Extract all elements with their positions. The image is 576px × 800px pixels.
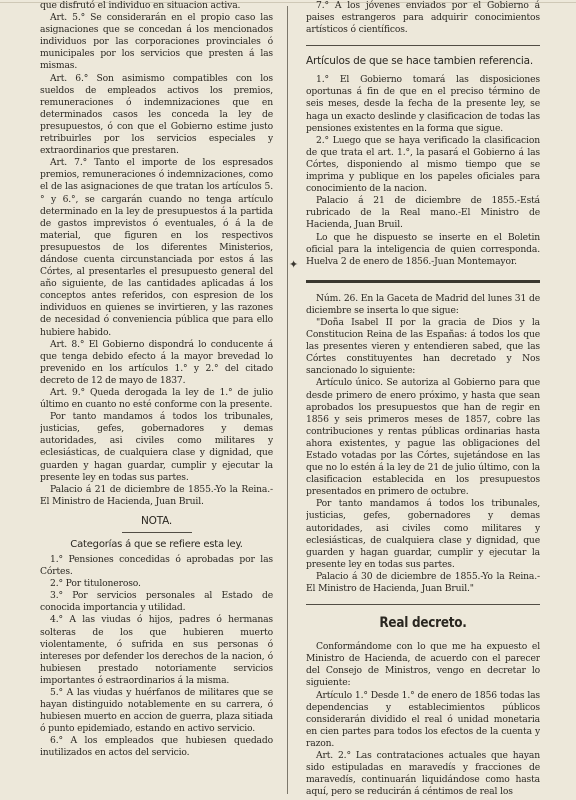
note-rule bbox=[122, 532, 192, 533]
article-5: Art. 5.° Se considerarán en el propio caso las asignaciones que se concedan á los mencionados individuos por las corporaciones provinciales ó municipales por los servicios que presten á las mismas. bbox=[40, 12, 273, 72]
category-item: 3.° Por servicios personales al Estado de conocida importancia y utilidad. bbox=[40, 590, 273, 614]
signature-line: Palacio á 30 de diciembre de 1855.-Yo la Reina.-El Ministro de Hacienda, Juan Bruil." bbox=[306, 570, 540, 595]
paragraph-continuation: que disfrutó el individuo en situacion activa. bbox=[40, 0, 241, 11]
article-7: Art. 7.° Tanto el importe de los espresados premios, remuneraciones ó indemnizaciones, como el de las asignaciones de que tratan los artículos 5.° y 6.°, se cargarán cuando no tenga artículo determinado en la ley de presupuestos á la partida de gastos imprevistos ó eventuales, ó á la de material, que figuren en los respectivos presupuestos de los diferentes Ministerios, dándose cuenta circunstanciada por estos á las Córtes, al presentarles el presupuesto general del año siguiente, de las cantidades aplicadas á los conceptos antes referidos, con espresion de los individuos en quienes se invirtieren, y las razones de necesidad ó conveniencia pública que para ello hubiere habido. bbox=[40, 157, 273, 338]
section-rule-thick bbox=[306, 280, 540, 283]
margin-mark: ✦ bbox=[289, 258, 299, 271]
reference-header: Artículos de que se hace tambien referencia. bbox=[306, 55, 533, 68]
mandate-paragraph: Por tanto mandamos á todos los tribunales, justicias, gefes, gobernadores y demas autoridades, asi civiles como militares y eclesiásticas, de cualquiera clase y dignidad, que guarden y hagan guardar, cumplir y ejecutar la presente ley en todas sus partes. bbox=[306, 498, 540, 570]
reference-article-1: 1.° El Gobierno tomará las disposiciones oportunas á fin de que en el preciso término de seis meses, desde la fecha de la presente ley, se haga un exacto deslinde y clasificacion de todas las pensiones existentes en la forma que sigue. bbox=[306, 74, 540, 134]
category-item: 1.° Pensiones concedidas ó aprobadas por las Córtes. bbox=[40, 553, 273, 578]
category-item: 6.° A los empleados que hubiesen quedado inutilizados en actos del servicio. bbox=[40, 735, 273, 759]
section-rule bbox=[306, 604, 540, 605]
category-item: 7.° A los jóvenes enviados por el Gobierno á paises estrangeros para adquirir conocimientos artísticos ó científicos. bbox=[306, 0, 540, 36]
column-divider bbox=[287, 6, 288, 794]
left-column bbox=[40, 0, 273, 796]
sole-article: Artículo único. Se autoriza al Gobierno para que desde primero de enero próximo, y hasta que sean aprobados los presupuestos que han de regir en 1856 y seis primeros meses de 1857, cobre las contribuciones y rentas públicas ordinarias hasta ahora existentes, y pague las obligaciones del Estado votadas por las Córtes, sujetándose en las que no lo estén á la ley de 21 de julio último, con la clasificacion establecida en los presupuestos presentados en primero de octubre. bbox=[306, 377, 540, 498]
mandate-paragraph: Por tanto mandamos á todos los tribunales, justicias, gefes, gobernadores y demas autoridades, asi civiles como militares y eclesiásticas, de cualquiera clase y dignidad, que guarden y hagan guardar, cumplir y ejecutar la presente ley en todas sus partes. bbox=[40, 411, 273, 483]
decree-title: Real decreto. bbox=[379, 615, 467, 632]
queen-proclamation: "Doña Isabel II por la gracia de Dios y la Constitucion Reina de las Españas: á todos los que las presentes vieren y entendieren sabed, que las Córtes constituyentes han decretado y Nos sancionado lo siguiente: bbox=[306, 316, 540, 377]
category-item: 2.° Por tituloneroso. bbox=[50, 578, 141, 590]
decree-article-1: Artículo 1.° Desde 1.° de enero de 1856 todas las dependencias y establecimientos públicos considerarán dividido el real ó unidad monetaria en cien partes para todos los efectos de la cuenta y razon. bbox=[306, 689, 540, 749]
article-6: Art. 6.° Son asimismo compatibles con los sueldos de empleados activos los premios, remuneraciones ó indemnizaciones que en determinados casos les conceda la ley de presupuestos, ó con que el Gobierno estime justo retribuirles por los servicios especiales y extraordinarios que prestaren. bbox=[40, 72, 273, 157]
categories-title: Categorías á que se refiere esta ley. bbox=[70, 538, 243, 550]
reference-signature: Palacio á 21 de diciembre de 1855.-Está rubricado de la Real mano.-El Ministro de Hacienda, Juan Bruil. bbox=[306, 195, 540, 231]
decree-preamble: Conformándome con lo que me ha expuesto el Ministro de Hacienda, de acuerdo con el parecer del Consejo de Ministros, vengo en decretar lo siguiente: bbox=[306, 641, 540, 689]
signature-line: Palacio á 21 de diciembre de 1855.-Yo la Reina.-El Ministro de Hacienda, Juan Bruil. bbox=[40, 483, 273, 507]
article-9: Art. 9.° Queda derogada la ley de 1.° de julio último en cuanto no esté conforme con la presente. bbox=[40, 387, 273, 411]
category-item: 5.° A las viudas y huérfanos de militares que se hayan distinguido notablemente en su carrera, ó hubiesen muerto en accion de guerra, plaza sitiada ó punto epidemiado, estando en activo servicio. bbox=[40, 686, 273, 735]
article-8: Art. 8.° El Gobierno dispondrá lo conducente á que tenga debido efecto á la mayor brevedad lo prevenido en los artículos 1.° y 2.° del citado decreto de 12 de mayo de 1837. bbox=[40, 338, 273, 386]
note-title: NOTA. bbox=[140, 514, 173, 527]
section-rule bbox=[306, 45, 540, 46]
publication-order: Lo que he dispuesto se inserte en el Boletin oficial para la inteligencia de quien corresponda. Huelva 2 de enero de 1856.-Juan Montemayor. bbox=[306, 231, 540, 267]
reference-article-2: 2.° Luego que se haya verificado la clasificacion de que trata el art. 1.°, la pasará el Gobierno á las Córtes, disponiendo al mismo tiempo que se imprima y publique en los papeles oficiales para conocimiento de la nacion. bbox=[306, 134, 540, 195]
right-column bbox=[306, 0, 540, 796]
decree-article-2: Art. 2.° Las contrataciones actuales que hayan sido estipuladas en maravedís y fracciones de maravedís, continuarán liquidándose como hasta aquí, pero se reducirán á céntimos de real los bbox=[306, 749, 540, 796]
gazette-intro: Núm. 26. En la Gaceta de Madrid del lunes 31 de diciembre se inserta lo que sigue: bbox=[306, 292, 540, 316]
category-item: 4.° A las viudas ó hijos, padres ó hermanas solteras de los que hubieren muerto violentamente, ó sufrida en sus personas ó intereses por defender los derechos de la nacion, ó hubiesen prestado notoriamente servicios importantes ó estraordinarios á la misma. bbox=[40, 614, 273, 686]
